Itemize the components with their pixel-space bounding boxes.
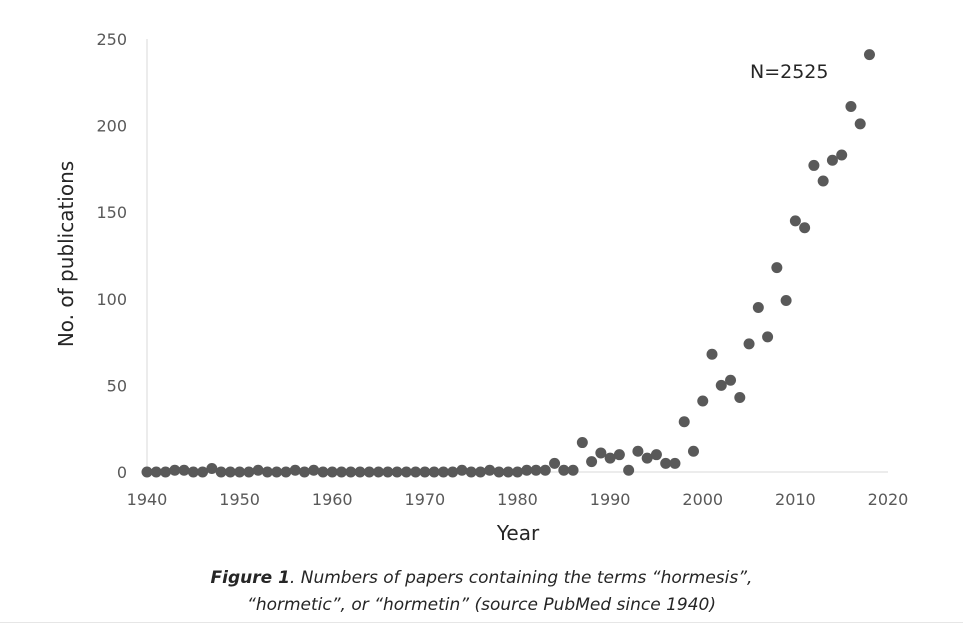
data-points — [142, 49, 875, 477]
data-point — [790, 215, 801, 226]
data-point — [512, 467, 523, 478]
x-tick-label: 1960 — [311, 490, 353, 509]
data-point — [160, 467, 171, 478]
y-axis-title: No. of publications — [54, 160, 78, 348]
data-point — [744, 338, 755, 349]
data-point — [595, 447, 606, 458]
data-point — [290, 465, 301, 476]
data-point — [669, 458, 680, 469]
data-point — [623, 465, 634, 476]
data-point — [688, 446, 699, 457]
data-point — [253, 465, 264, 476]
y-tick-label: 200 — [96, 116, 127, 136]
x-tick-label: 1940 — [126, 490, 168, 509]
data-point — [632, 446, 643, 457]
figure-caption-line-1 — [0, 568, 963, 588]
x-tick-label: 2020 — [867, 490, 909, 509]
data-point — [549, 458, 560, 469]
data-point — [725, 375, 736, 386]
axes — [147, 39, 888, 472]
y-tick-label: 250 — [96, 30, 127, 49]
data-point — [243, 467, 254, 478]
data-point — [484, 465, 495, 476]
data-point — [734, 392, 745, 403]
data-point — [308, 465, 319, 476]
y-tick-label: 100 — [96, 289, 127, 309]
data-point — [540, 465, 551, 476]
data-point — [753, 302, 764, 313]
caption-text-1: . Numbers of papers containing the terms “hormesis”, — [289, 568, 753, 588]
x-tick-label: 1970 — [404, 490, 446, 509]
data-point — [614, 449, 625, 460]
data-point — [697, 395, 708, 406]
data-point — [762, 331, 773, 342]
data-point — [771, 262, 782, 273]
x-tick-label: 1950 — [219, 490, 260, 509]
y-tick-label: 0 — [116, 463, 127, 482]
data-point — [475, 467, 486, 478]
data-point — [808, 160, 819, 171]
data-point — [577, 437, 588, 448]
data-point — [707, 349, 718, 360]
figure-caption-line-2: “hormetic”, or “hormetin” (source PubMed since 1940) — [247, 595, 716, 615]
total-count-annotation: N=2525 — [750, 61, 829, 83]
x-tick-label: 1980 — [497, 490, 538, 509]
data-point — [781, 295, 792, 306]
y-tick-labels — [96, 30, 127, 482]
data-point — [679, 416, 690, 427]
y-tick-label: 150 — [96, 203, 127, 223]
data-point — [651, 449, 662, 460]
data-point — [456, 465, 467, 476]
data-point — [827, 155, 838, 166]
data-point — [836, 150, 847, 161]
bottom-divider — [0, 622, 963, 623]
x-tick-labels — [127, 490, 909, 509]
x-tick-label: 1990 — [589, 490, 631, 509]
data-point — [845, 101, 856, 112]
data-point — [799, 222, 810, 233]
data-point — [447, 467, 458, 478]
data-point — [179, 465, 190, 476]
data-point — [280, 467, 291, 478]
data-point — [855, 118, 866, 129]
data-point — [818, 176, 829, 187]
x-tick-label: 2000 — [682, 490, 724, 509]
figure-label: Figure 1 — [210, 568, 290, 588]
x-tick-label: 2010 — [775, 490, 816, 509]
data-point — [568, 465, 579, 476]
data-point — [716, 380, 727, 391]
data-point — [299, 467, 310, 478]
data-point — [586, 456, 597, 467]
x-axis-title: Year — [496, 521, 540, 545]
y-tick-label: 50 — [106, 376, 127, 396]
data-point — [864, 49, 875, 60]
